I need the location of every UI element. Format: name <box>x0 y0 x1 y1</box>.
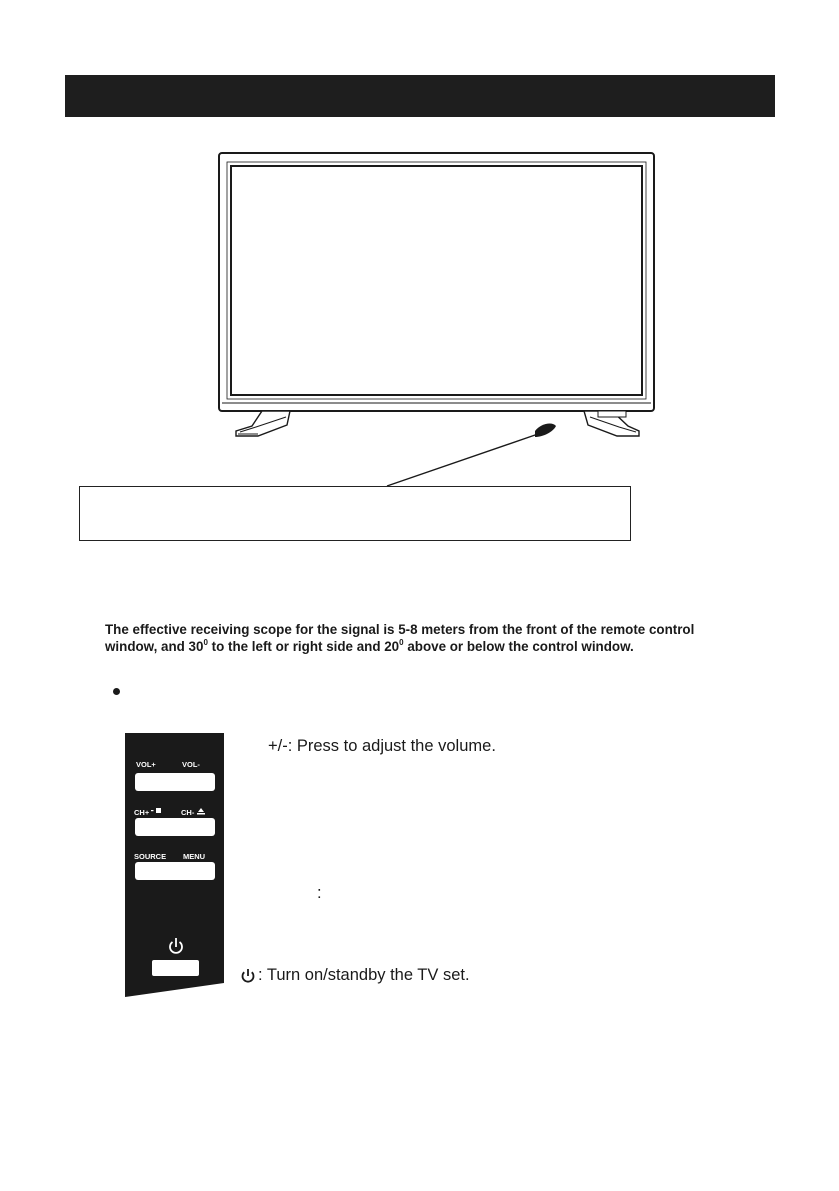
source-label: SOURCE <box>134 852 167 861</box>
scope-text-part1: The effective receiving scope for the signal is 5-8 meters from the front of the remote control window, and 30 <box>105 622 695 654</box>
ch-minus-label: CH- <box>181 808 195 817</box>
vol-plus-label: VOL+ <box>136 760 156 769</box>
source-menu-button[interactable] <box>135 862 215 880</box>
ch-plus-label: CH+ <box>134 808 150 817</box>
degree-sign-1: 0 <box>203 638 208 647</box>
scope-text-part2: to the left or right side and 20 <box>207 639 400 654</box>
vol-description: +/-: Press to adjust the volume. <box>268 737 496 755</box>
power-description: : Turn on/standby the TV set. <box>258 966 470 984</box>
power-icon <box>240 968 256 984</box>
ch-button[interactable] <box>135 818 215 836</box>
degree-sign-2: 0 <box>399 638 404 647</box>
vol-button[interactable] <box>135 773 215 791</box>
vol-minus-label: VOL- <box>182 760 200 769</box>
menu-label: MENU <box>183 852 206 861</box>
power-button[interactable] <box>152 960 199 976</box>
colon-description: : <box>317 884 322 902</box>
scope-text-part3: above or below the control window. <box>403 639 634 654</box>
